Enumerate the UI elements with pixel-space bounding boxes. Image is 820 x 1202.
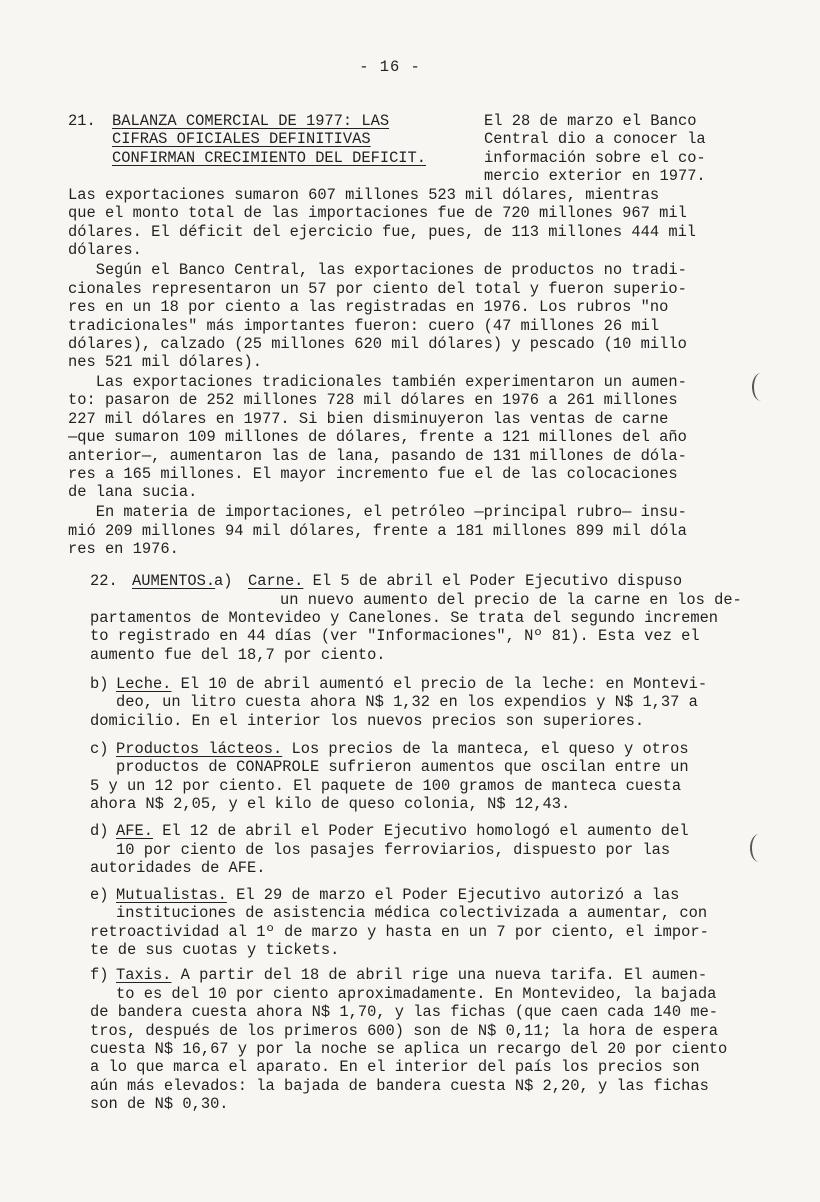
- item-first-text: El 10 de abril aumentó el precio de la leche: en Montevi-: [171, 675, 708, 693]
- item-line: domicilio. En el interior los nuevos precios son superiores.: [90, 712, 645, 730]
- item-first-line: [116, 675, 707, 693]
- section-21-body-line: res en un 18 por ciento a las registradas en 1976. Los rubros "no: [68, 298, 669, 316]
- item-line: de bandera cuesta ahora N$ 1,70, y las fichas (que caen cada 140 me-: [90, 1003, 719, 1021]
- item-letter: c): [90, 740, 109, 758]
- item-title: Taxis.: [116, 966, 172, 984]
- item-title: Productos lácteos.: [116, 740, 283, 758]
- section-21-body-line: to: pasaron de 252 millones 728 mil dólares en 1976 a 261 millones: [68, 391, 678, 409]
- section-21-body-line: que el monto total de las importaciones fue de 720 millones 967 mil: [68, 204, 687, 222]
- section-21-intro-line: El 28 de marzo el Banco: [484, 112, 697, 130]
- section-22-number: 22.: [90, 572, 118, 590]
- section-22-heading: AUMENTOS.: [132, 572, 216, 590]
- item-line: retroactividad al 1º de marzo y hasta en un 7 por ciento, el impor-: [90, 923, 709, 941]
- item-first-line: [116, 886, 679, 904]
- item-first-text: El 29 de marzo el Poder Ejecutivo autorizó a las: [226, 886, 680, 904]
- item-line: deo, un litro cuesta ahora N$ 1,32 en los expendios y N$ 1,37 a: [116, 693, 698, 711]
- item-line: aumento fue del 18,7 por ciento.: [90, 646, 386, 664]
- item-title: AFE.: [116, 822, 153, 840]
- section-21-body-line: mió 209 millones 94 mil dólares, frente a 181 millones 899 mil dóla: [68, 522, 687, 540]
- item-title: Carne.: [248, 572, 304, 590]
- item-line: cuesta N$ 16,67 y por la noche se aplica un recargo del 20 por ciento: [90, 1040, 728, 1058]
- section-21-heading-line: CONFIRMAN CRECIMIENTO DEL DEFICIT.: [112, 149, 427, 167]
- section-21-number: 21.: [68, 112, 96, 130]
- page-number: - 16 -: [359, 58, 421, 76]
- item-line: un nuevo aumento del precio de la carne en los de-: [280, 591, 742, 609]
- section-21-intro-line: mercio exterior en 1977.: [484, 167, 706, 185]
- margin-mark: [752, 373, 770, 401]
- item-line: 5 y un 12 por ciento. El paquete de 100 gramos de manteca cuesta: [90, 777, 682, 795]
- section-21-body-line: —que sumaron 109 millones de dólares, frente a 121 millones del año: [68, 428, 687, 446]
- section-21-intro-line: Central dio a conocer la: [484, 130, 706, 148]
- item-line: 10 por ciento de los pasajes ferroviarios, dispuesto por las: [116, 841, 671, 859]
- item-line: son de N$ 0,30.: [90, 1095, 229, 1113]
- section-21-body-line: Según el Banco Central, las exportaciones de productos no tradi-: [68, 261, 687, 279]
- section-21-body-line: res en 1976.: [68, 540, 179, 558]
- item-line: to es del 10 por ciento aproximadamente. En Montevideo, la bajada: [116, 985, 717, 1003]
- item-letter: e): [90, 886, 109, 904]
- item-first-text: El 12 de abril el Poder Ejecutivo homologó el aumento del: [152, 822, 689, 840]
- section-21-body-line: Las exportaciones tradicionales también experimentaron un aumen-: [68, 373, 687, 391]
- section-21-body-line: nes 521 mil dólares).: [68, 353, 262, 371]
- item-title: Mutualistas.: [116, 886, 227, 904]
- item-first-text: Los precios de la manteca, el queso y otros: [282, 740, 689, 758]
- item-line: instituciones de asistencia médica colectivizada a aumentar, con: [116, 904, 708, 922]
- item-letter: d): [90, 822, 109, 840]
- item-first-line: [116, 822, 689, 840]
- section-21-heading-line: BALANZA COMERCIAL DE 1977: LAS: [112, 112, 390, 130]
- section-21-body-line: anterior—, aumentaron las de lana, pasando de 131 millones de dóla-: [68, 447, 687, 465]
- item-line: ahora N$ 2,05, y el kilo de queso colonia, N$ 12,43.: [90, 795, 571, 813]
- item-line: to registrado en 44 días (ver "Informaciones", Nº 81). Esta vez el: [90, 627, 700, 645]
- section-21-body-line: dólares. El déficit del ejercicio fue, pues, de 113 millones 444 mil: [68, 223, 697, 241]
- item-letter: a): [214, 572, 233, 590]
- section-21-body-line: 227 mil dólares en 1977. Si bien disminuyeron las ventas de carne: [68, 410, 669, 428]
- section-21-body-line: tradicionales" más importantes fueron: cuero (47 millones 26 mil: [68, 317, 660, 335]
- item-line: tros, después de los primeros 600) son de N$ 0,11; la hora de espera: [90, 1022, 719, 1040]
- item-title: Leche.: [116, 675, 172, 693]
- item-first-text: A partir del 18 de abril rige una nueva tarifa. El aumen-: [171, 966, 708, 984]
- item-line: a lo que marca el aparato. En el interior del país los precios son: [90, 1058, 700, 1076]
- item-letter: f): [90, 966, 109, 984]
- item-line: partamentos de Montevideo y Canelones. Se trata del segundo incremen: [90, 609, 719, 627]
- item-line: aún más elevados: la bajada de bandera cuesta N$ 2,20, y las fichas: [90, 1077, 709, 1095]
- section-21-heading-line: CIFRAS OFICIALES DEFINITIVAS: [112, 130, 371, 148]
- section-21-body-line: cionales representaron un 57 por ciento del total y fueron superio-: [68, 280, 687, 298]
- item-line: autoridades de AFE.: [90, 859, 266, 877]
- margin-mark: [750, 834, 768, 862]
- section-21-body-line: Las exportaciones sumaron 607 millones 523 mil dólares, mientras: [68, 186, 660, 204]
- section-21-body-line: En materia de importaciones, el petróleo —principal rubro— insu-: [68, 503, 687, 521]
- section-21-body-line: de lana sucia.: [68, 483, 198, 501]
- item-line: productos de CONAPROLE sufrieron aumentos que oscilan entre un: [116, 758, 689, 776]
- item-first-line: [116, 740, 689, 758]
- section-21-body-line: res a 165 millones. El mayor incremento fue el de las colocaciones: [68, 465, 678, 483]
- item-first-line: [248, 572, 682, 590]
- item-letter: b): [90, 675, 109, 693]
- section-21-intro-line: información sobre el co-: [484, 149, 706, 167]
- section-21-body-line: dólares), calzado (25 millones 620 mil dólares) y pescado (10 millo: [68, 335, 687, 353]
- item-line: te de sus cuotas y tickets.: [90, 941, 340, 959]
- item-first-text: El 5 de abril el Poder Ejecutivo dispuso: [303, 572, 683, 590]
- section-21-body-line: dólares.: [68, 241, 142, 259]
- item-first-line: [116, 966, 707, 984]
